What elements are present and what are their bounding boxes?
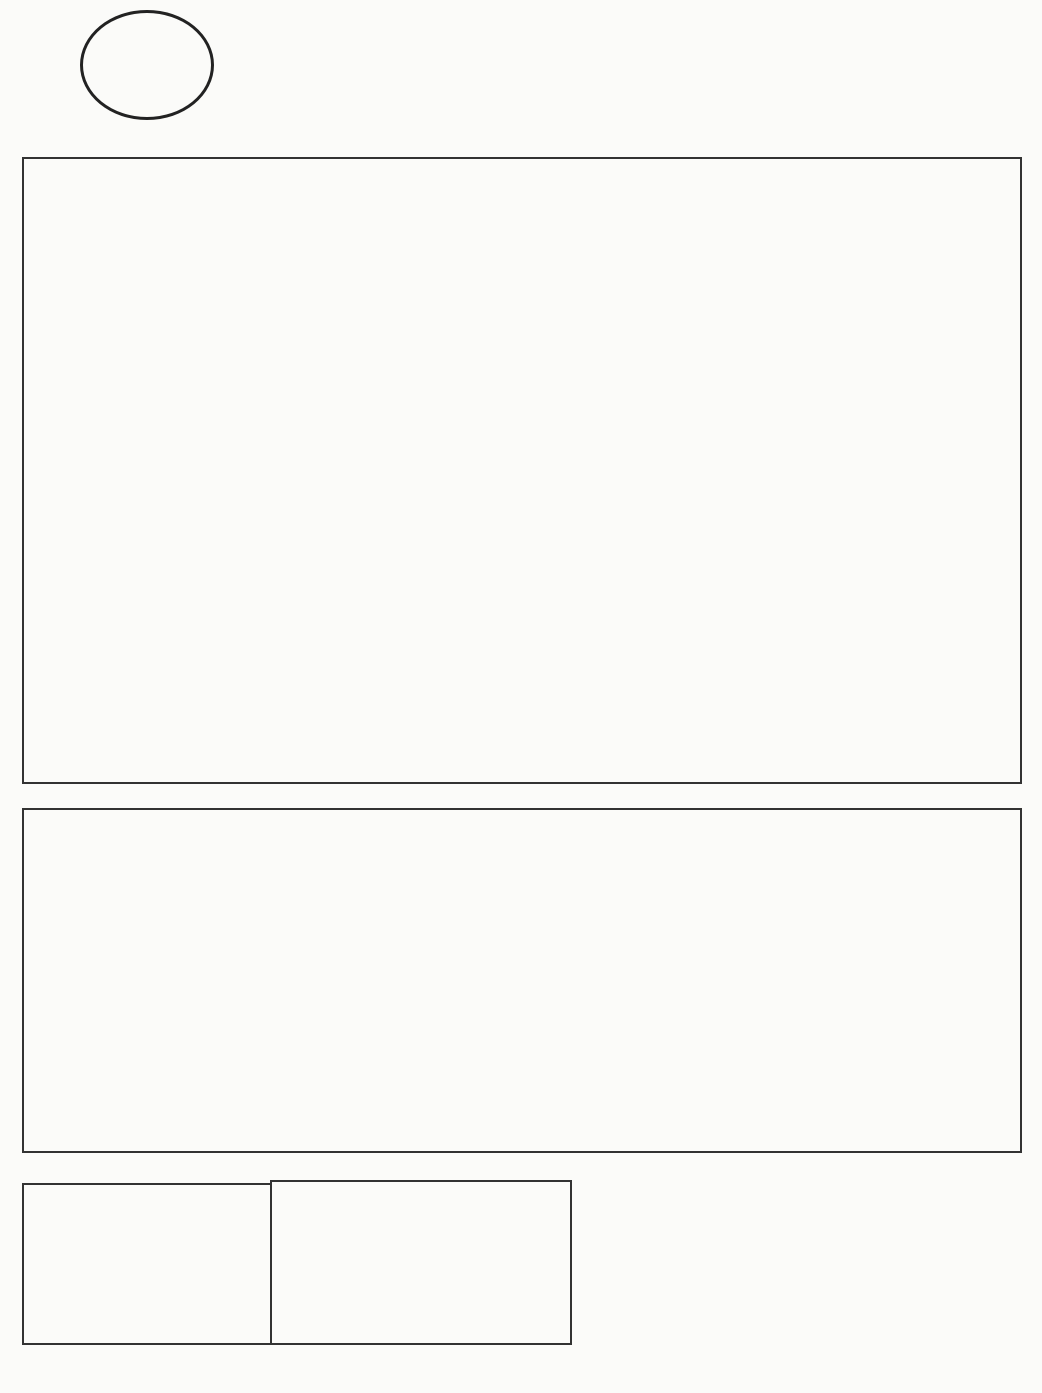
table-number-field[interactable] bbox=[80, 10, 214, 120]
duck-table bbox=[270, 1180, 572, 1345]
top-menu-table bbox=[22, 157, 1022, 784]
bottom-menu-table bbox=[22, 808, 1022, 1153]
chicken-table bbox=[22, 1183, 272, 1345]
